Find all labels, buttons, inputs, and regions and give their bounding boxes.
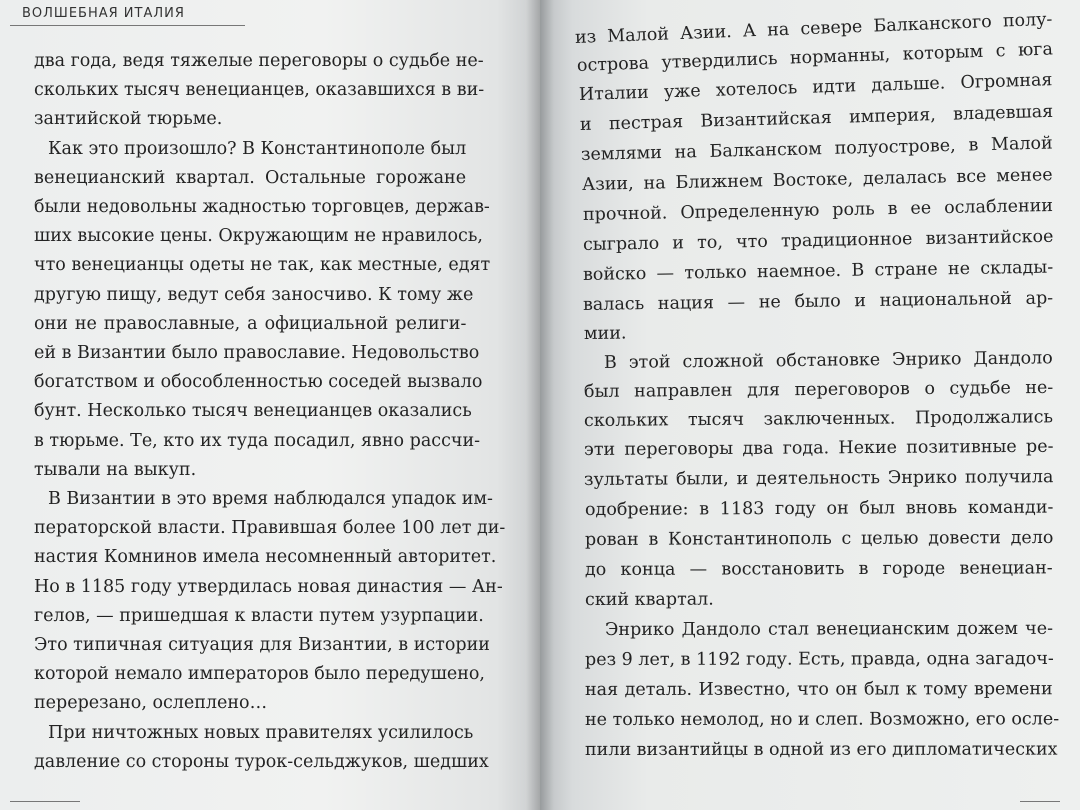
text-line: которой немало императоров было передушено, <box>34 664 485 685</box>
text-line: рез 9 лет, в 1192 году. Есть, правда, одна загадоч- <box>584 649 1054 670</box>
text-line: венецианский квартал. Остальные горожане <box>34 167 467 188</box>
text-line: не только немолод, но и слеп. Возможно, его осле- <box>584 709 1060 730</box>
text-line: ператорской власти. Правившая более 100 лет ди- <box>34 518 506 539</box>
text-line: были недовольны жадностью торговцев, держав- <box>34 197 490 217</box>
text-line: Азии, на Ближнем Востоке, делалась все менее <box>581 165 1053 195</box>
text-line: скольких тысяч заключенных. Продолжались <box>583 407 1054 431</box>
book-gutter <box>526 0 554 810</box>
text-line: гелов, — пришедшая к власти путем узурпации. <box>34 605 484 626</box>
text-line: сыграло и то, что традиционное византийское <box>582 226 1054 255</box>
text-line: из Малой Азии. А на севере Балканского полу- <box>574 9 1053 48</box>
text-line: до конца — восстановить в городе венециан- <box>584 558 1053 580</box>
text-line: ших высокие цены. Окружающим не нравилось, <box>34 226 483 247</box>
text-line: Энрико Дандоло стал венецианским дожем че- <box>604 618 1054 640</box>
text-line: ей в Византии было православие. Недовольство <box>34 343 480 363</box>
text-line: ная деталь. Известно, что он был к тому времени <box>584 679 1053 700</box>
text-line: два года, ведя тяжелые переговоры о судьбе не- <box>34 51 484 71</box>
text-line: В этой сложной обстановке Энрико Дандоло <box>603 348 1053 373</box>
footer-rule-right <box>1020 801 1060 802</box>
text-line: землями на Балканском полуострове, в Малой <box>580 133 1053 165</box>
right-page-text <box>540 0 1080 810</box>
text-line: и пестрая Византийская империя, владевшая <box>579 101 1054 135</box>
text-line: Италии уже хотелось идти дальше. Огромная <box>578 70 1053 105</box>
text-line: При ничтожных новых правителях усилилось <box>48 722 474 743</box>
text-line: Как это произошло? В Константинополе был <box>48 138 467 159</box>
text-line: другую пищу, ведут себя заносчиво. К тому же <box>34 284 474 305</box>
text-line: бунт. Несколько тысяч венецианцев оказались <box>34 401 472 422</box>
right-page <box>540 0 1080 810</box>
text-line: Это типичная ситуация для Византии, в истории <box>34 635 490 655</box>
text-line: войско — только наемное. В стране не склады- <box>582 257 1054 285</box>
text-line: в тюрьме. Те, кто их туда посадил, явно рассчи- <box>34 430 481 451</box>
text-line: В Византии в это время наблюдался упадок им- <box>48 489 493 509</box>
text-line: тывали на выкуп. <box>34 459 197 480</box>
text-line: зультаты были, и деятельность Энрико получила <box>583 467 1054 490</box>
text-line: был направлен для переговоров о судьбе не- <box>583 377 1054 402</box>
text-line: зантийской тюрьме. <box>34 109 223 130</box>
text-line: настия Комнинов имела несомненный авторитет. <box>34 547 497 568</box>
running-head: ВОЛШЕБНАЯ ИТАЛИЯ <box>22 6 185 21</box>
text-line: прочной. Определенную роль в ее ослаблении <box>582 195 1054 225</box>
text-line: валась нация — не было и национальной ар- <box>582 288 1054 315</box>
footer-rule <box>10 801 80 802</box>
text-line: они не православные, а официальной религи- <box>34 313 467 334</box>
text-line: Но в 1185 году утвердилась новая династия — Ан- <box>34 576 503 597</box>
text-line: ский квартал. <box>584 589 714 610</box>
text-line: мии. <box>583 323 627 344</box>
text-line: пили византийцы в одной из его дипломатических <box>584 739 1058 760</box>
text-line: перерезано, ослеплено… <box>34 693 268 714</box>
text-line: что венецианцы одеты не так, как местные, едят <box>34 255 491 276</box>
text-line: скольких тысяч венецианцев, оказавшихся в ви- <box>34 80 485 101</box>
text-line: острова утвердились норманны, которым с юга <box>576 39 1054 76</box>
text-line: богатством и обособленностью соседей вызвало <box>34 372 483 393</box>
text-line: эти переговоры два года. Некие позитивные ре- <box>583 436 1054 460</box>
text-line: рован в Константинополь с целью довести дело <box>584 527 1054 550</box>
text-line: одобрение: в 1183 году он был вновь команди- <box>584 497 1054 520</box>
text-line: давление со стороны турок-сельджуков, шедших <box>34 751 489 772</box>
